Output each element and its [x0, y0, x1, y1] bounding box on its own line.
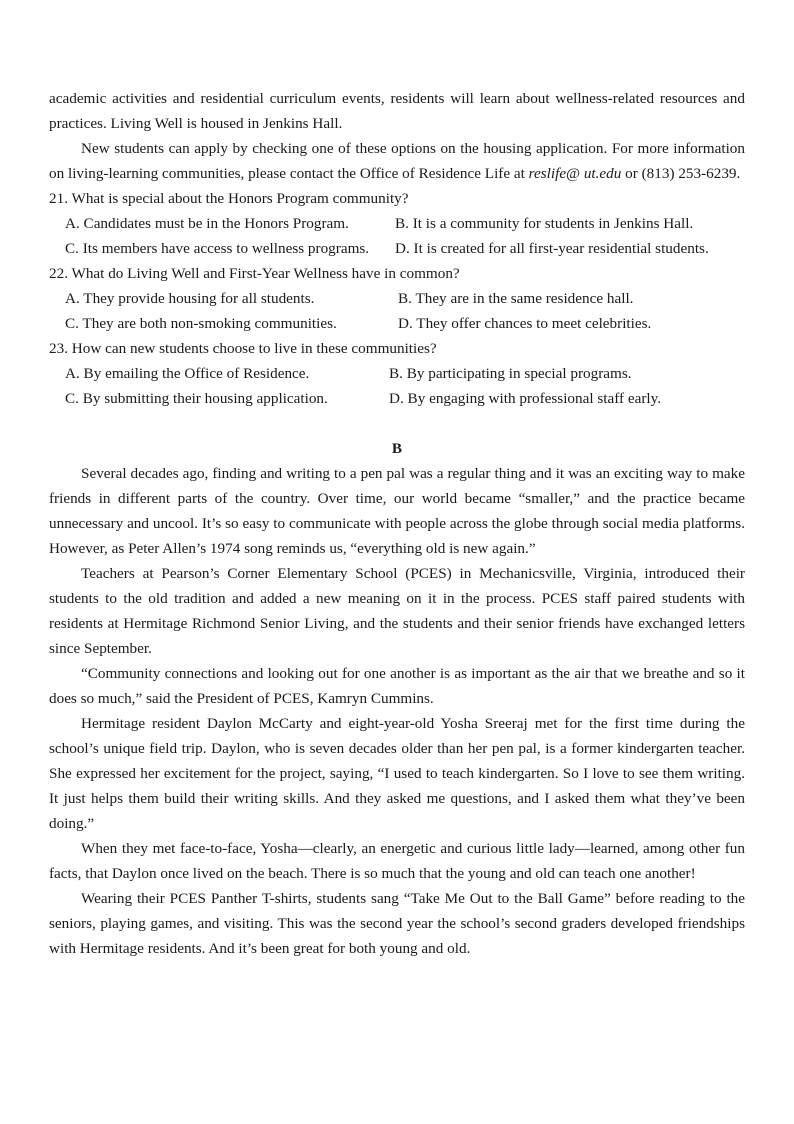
option-b: B. It is a community for students in Jenkins Hall.: [395, 215, 694, 232]
question-options: [49, 361, 745, 411]
passage-a-apply-paragraph: [49, 136, 745, 186]
section-b-paragraph-3: “Community connections and looking out for one another is as important as the air that we breathe and so it does so much,” said the President of PCES, Kamryn Cummins.: [49, 665, 745, 707]
section-b-paragraph-1: Several decades ago, finding and writing to a pen pal was a regular thing and it was an exciting way to make friends in different parts of the country. Over time, our world became “smaller,” and the practice became unnecessary and uncool. It’s so easy to communicate with people across the globe through social media platforms. However, as Peter Allen’s 1974 song reminds us, “everything old is new again.”: [49, 465, 745, 557]
apply-text: New students can apply by checking one of these options on the housing application. For more information on living-learning communities, please contact the Office of Residence Life at: [49, 140, 745, 182]
question-stem: 22. What do Living Well and First-Year Wellness have in common?: [49, 265, 460, 282]
question-23: [49, 336, 745, 411]
exam-page: [49, 86, 745, 961]
section-b-title: B: [391, 440, 403, 457]
question-stem: 21. What is special about the Honors Program community?: [49, 190, 409, 207]
question-stem: 23. How can new students choose to live in these communities?: [49, 340, 437, 357]
option-a: A. By emailing the Office of Residence.: [65, 365, 310, 382]
option-b: B. By participating in special programs.: [389, 365, 632, 382]
question-options: [49, 286, 745, 336]
option-c: C. They are both non-smoking communities.: [65, 315, 337, 332]
question-options: [49, 211, 745, 261]
option-b: B. They are in the same residence hall.: [398, 290, 634, 307]
option-a: A. Candidates must be in the Honors Program.: [65, 215, 349, 232]
option-d: D. By engaging with professional staff early.: [389, 390, 662, 407]
question-21: [49, 186, 745, 261]
option-c: C. Its members have access to wellness programs.: [65, 240, 370, 257]
option-d: D. It is created for all first-year residential students.: [395, 240, 709, 257]
contact-email: reslife@ ut.edu: [528, 165, 622, 182]
section-b-paragraph-5: When they met face-to-face, Yosha—clearly, an energetic and curious little lady—learned, among other fun facts, that Daylon once lived on the beach. There is so much that the young and old can teach one another!: [49, 840, 745, 882]
section-b-paragraph-6: Wearing their PCES Panther T-shirts, students sang “Take Me Out to the Ball Game” before reading to the seniors, playing games, and visiting. This was the second year the school’s second graders developed friendships with Hermitage residents. And it’s been great for both young and old.: [49, 890, 745, 957]
question-22: [49, 261, 745, 336]
contact-phone: or (813) 253-6239.: [625, 165, 741, 182]
option-d: D. They offer chances to meet celebrities.: [398, 315, 652, 332]
section-b-paragraph-4: Hermitage resident Daylon McCarty and eight-year-old Yosha Sreeraj met for the first time during the school’s unique field trip. Daylon, who is seven decades older than her pen pal, is a former kindergarten teacher. She expressed her excitement for the project, saying, “I used to teach kindergarten. So I love to see them writing. It just helps them build their writing skills. And they asked me questions, and I asked them what they’ve been doing.”: [49, 715, 745, 832]
passage-a-continuation: academic activities and residential curriculum events, residents will learn about wellness-related resources and practices. Living Well is housed in Jenkins Hall.: [49, 90, 745, 132]
section-b-paragraph-2: Teachers at Pearson’s Corner Elementary School (PCES) in Mechanicsville, Virginia, introduced their students to the old tradition and added a new meaning on it in the process. PCES staff paired students with residents at Hermitage Richmond Senior Living, and the students and their senior friends have exchanged letters since September.: [49, 565, 745, 657]
option-c: C. By submitting their housing application.: [65, 390, 328, 407]
option-a: A. They provide housing for all students.: [65, 290, 315, 307]
